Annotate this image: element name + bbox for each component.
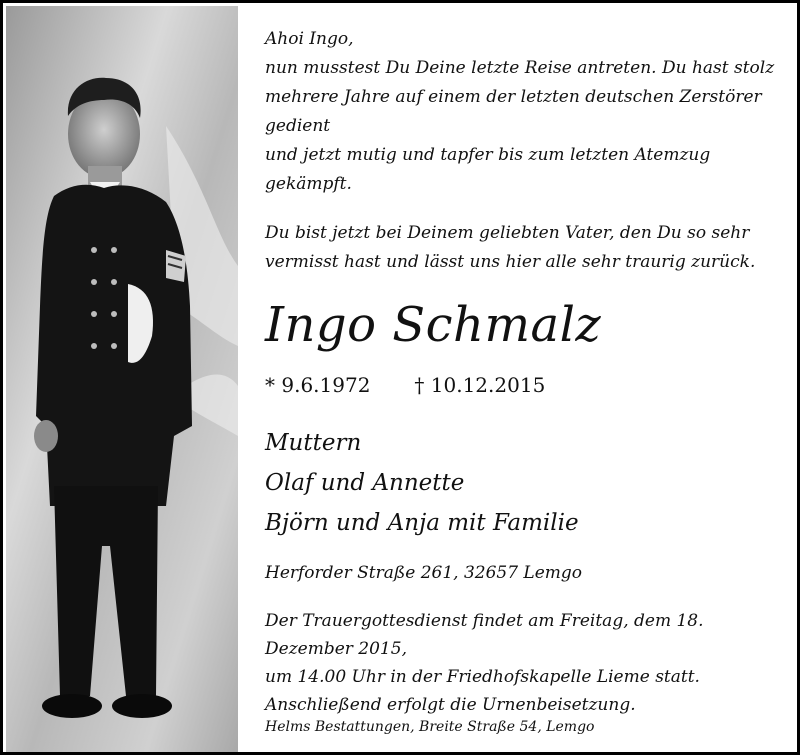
mourners-list <box>265 423 795 543</box>
intro-line: und jetzt mutig und tapfer bis zum letzten Atemzug gekämpft. <box>265 145 711 194</box>
family-address: Herforder Straße 261, 32657 Lemgo <box>265 563 583 583</box>
obituary-text <box>265 25 795 719</box>
intro-line: nun musstest Du Deine letzte Reise antreten. Du hast stolz <box>265 58 775 78</box>
mourner: Björn und Anja mit Familie <box>265 510 579 536</box>
birth-date: * 9.6.1972 <box>265 373 371 397</box>
service-line: Der Trauergottesdienst findet am Freitag, dem 18. Dezember 2015, <box>265 611 704 659</box>
message-paragraph <box>265 219 795 277</box>
deceased-name: Ingo Schmalz <box>265 297 602 353</box>
portrait-illustration <box>6 6 238 755</box>
service-line: um 14.00 Uhr in der Friedhofskapelle Lieme statt. <box>265 667 700 687</box>
death-date: † 10.12.2015 <box>414 373 546 397</box>
service-line: Anschließend erfolgt die Urnenbeisetzung. <box>265 695 636 715</box>
undertaker-info: Helms Bestattungen, Breite Straße 54, Lemgo <box>265 719 595 735</box>
intro-line: mehrere Jahre auf einem der letzten deutschen Zerstörer gedient <box>265 87 762 136</box>
intro-line: Ahoi Ingo, <box>265 29 354 49</box>
mourner: Olaf und Annette <box>265 470 465 496</box>
message-line: Du bist jetzt bei Deinem geliebten Vater, den Du so sehr <box>265 223 750 243</box>
service-announcement <box>265 607 795 719</box>
life-dates <box>265 373 795 397</box>
mourner: Muttern <box>265 430 362 456</box>
portrait-photo <box>6 6 238 755</box>
intro-paragraph <box>265 25 795 199</box>
message-line: vermisst hast und lässt uns hier alle sehr traurig zurück. <box>265 252 756 272</box>
